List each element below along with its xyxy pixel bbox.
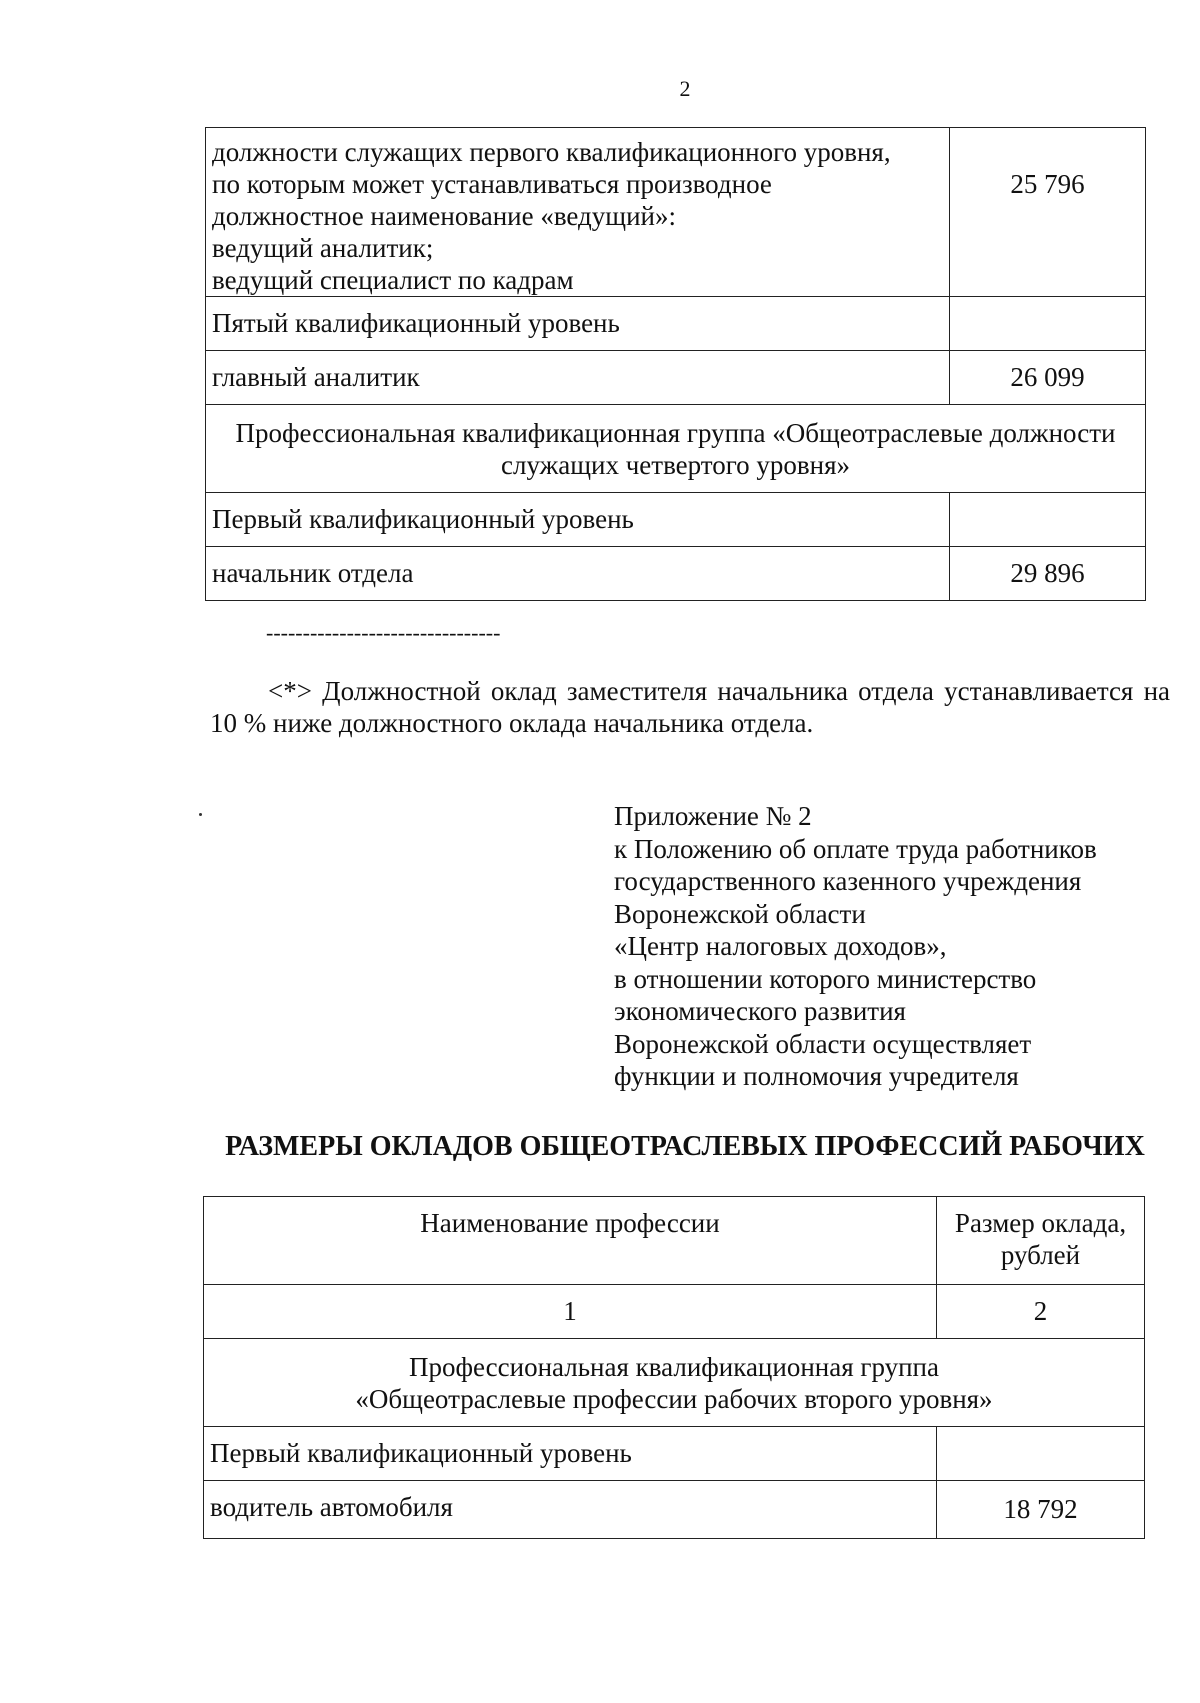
position-label: начальник отдела: [206, 547, 950, 601]
salary-value: 29 896: [950, 547, 1146, 601]
column-header-line: рублей: [1000, 1240, 1081, 1270]
table-row: [206, 351, 1146, 405]
group-line: «Общеотраслевые профессии рабочих второго уровня»: [355, 1384, 993, 1414]
footnote-separator: --------------------------------: [266, 620, 501, 645]
table-row: [206, 493, 1146, 547]
table-row: [206, 405, 1146, 493]
position-line: ведущий специалист по кадрам: [212, 265, 574, 295]
column-header-line: Размер оклада,: [954, 1208, 1127, 1238]
appendix-line: в отношении которого министерство: [614, 963, 1037, 994]
table-row: [206, 547, 1146, 601]
appendix-line: государственного казенного учреждения: [614, 866, 1082, 896]
salary-value: 18 792: [937, 1481, 1145, 1539]
appendix-line: Воронежской области: [614, 898, 866, 929]
level-label: Первый квалификационный уровень: [206, 493, 950, 547]
table-row: [204, 1339, 1145, 1427]
appendix-line: функции и полномочия учредителя: [614, 1061, 1019, 1091]
table-row: [206, 128, 1146, 297]
position-label: главный аналитик: [206, 351, 950, 405]
appendix-line: экономического развития: [614, 996, 906, 1026]
profession-label: водитель автомобиля: [204, 1481, 937, 1539]
column-number: 2: [937, 1285, 1145, 1339]
position-cell: [206, 128, 950, 297]
level-label: Пятый квалификационный уровень: [206, 297, 950, 351]
section-heading: РАЗМЕРЫ ОКЛАДОВ ОБЩЕОТРАСЛЕВЫХ ПРОФЕССИЙ РАБОЧИХ: [225, 1131, 1145, 1162]
position-line: должности служащих первого квалификационного уровня,: [212, 137, 891, 167]
group-line: Профессиональная квалификационная группа: [409, 1352, 939, 1382]
page-number: 2: [679, 76, 691, 101]
appendix-line: «Центр налоговых доходов»,: [614, 931, 947, 961]
group-line: Профессиональная квалификационная группа «Общеотраслевые должности: [235, 418, 1116, 448]
table-numbering-row: [204, 1285, 1145, 1339]
table-row: [204, 1427, 1145, 1481]
table-row: [206, 297, 1146, 351]
column-header-salary: [937, 1197, 1145, 1285]
salary-value: 25 796: [950, 128, 1146, 297]
salary-value: 26 099: [950, 351, 1146, 405]
salary-value: [950, 493, 1146, 547]
column-header-profession: Наименование профессии: [204, 1197, 937, 1285]
salary-table-employees: [205, 127, 1146, 601]
appendix-line: Воронежской области осуществляет: [614, 1028, 1032, 1059]
column-number: 1: [204, 1285, 937, 1339]
position-line: должностное наименование «ведущий»:: [212, 201, 676, 231]
appendix-line: к Положению об оплате труда работников: [614, 833, 1097, 864]
table-row: [204, 1481, 1145, 1539]
appendix-line: Приложение № 2: [614, 801, 812, 831]
appendix-block: [614, 800, 1174, 1093]
group-header: [206, 405, 1146, 493]
group-line: служащих четвертого уровня»: [500, 450, 851, 480]
footnote: <*> Должностной оклад заместителя начальника отдела устанавливается на 10 % ниже должностного оклада начальника отдела.: [210, 676, 1170, 739]
group-header: [204, 1339, 1145, 1427]
position-line: ведущий аналитик;: [212, 233, 434, 263]
position-line: по которым может устанавливаться производное: [212, 169, 772, 199]
scan-mark: [199, 813, 202, 816]
salary-value: [950, 297, 1146, 351]
level-label: Первый квалификационный уровень: [204, 1427, 937, 1481]
salary-table-workers: [203, 1196, 1145, 1539]
table-header-row: [204, 1197, 1145, 1285]
salary-value: [937, 1427, 1145, 1481]
